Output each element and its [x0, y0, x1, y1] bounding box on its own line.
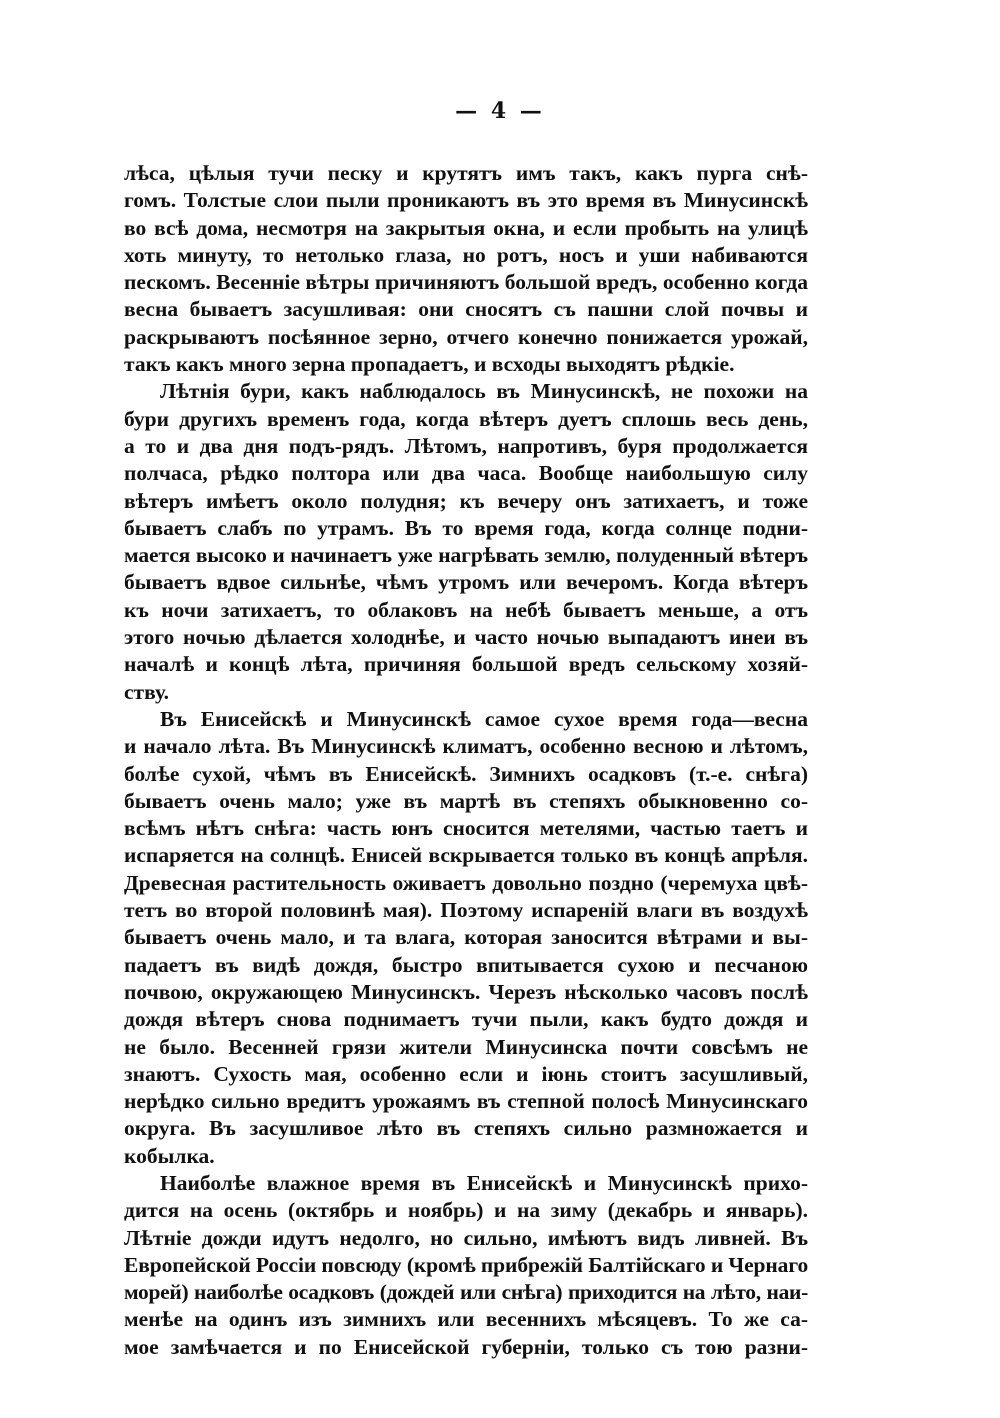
text-line: мается высоко и начинаетъ уже нагрѣвать землю, полуденный вѣтеръ — [124, 543, 808, 568]
text-line: всѣмъ нѣтъ снѣга: часть юнъ сносится метелями, частью таетъ и — [124, 816, 808, 841]
text-line: Древесная растительность оживаетъ довольно поздно (черемуха цвѣ- — [124, 870, 808, 895]
text-line: болѣе сухой, чѣмъ въ Енисейскѣ. Зимнихъ осадковъ (т.-е. снѣга) — [124, 761, 808, 786]
text-line: испаряется на солнцѣ. Енисей вскрывается только въ концѣ апрѣля. — [124, 843, 808, 868]
text-line: дождя вѣтеръ снова поднимаетъ тучи пыли, какъ будто дождя и — [124, 1007, 808, 1032]
text-line: къ ночи затихаетъ, то облаковъ на небѣ бываетъ меньше, а отъ — [124, 597, 808, 622]
text-line: Лѣтнiя бури, какъ наблюдалось въ Минусинскѣ, не похожи на — [160, 379, 808, 404]
text-line: этого ночью дѣлается холоднѣе, и часто ночью выпадаютъ инеи въ — [124, 625, 808, 650]
text-line: раскрываютъ посѣянное зерно, отчего конечно понижается урожай, — [124, 324, 808, 349]
text-line: вѣтеръ имѣетъ около полудня; къ вечеру онъ затихаетъ, и тоже — [124, 488, 808, 513]
text-line: почвою, окружающею Минусинскъ. Черезъ нѣсколько часовъ послѣ — [124, 979, 808, 1004]
text-line: Европейской Россiи повсюду (кромѣ прибрежiй Балтiйскаго и Чернаго — [124, 1252, 809, 1277]
text-line: во всѣ дома, несмотря на закрытыя окна, и если пробыть на улицѣ — [124, 215, 808, 240]
text-line: знаютъ. Сухость мая, особенно если и iюнь стоитъ засушливый, — [124, 1061, 808, 1086]
text-line: лѣса, цѣлыя тучи песку и крутятъ имъ такъ, какъ пурга снѣ- — [124, 161, 808, 185]
text-line: гомъ. Толстые слои пыли проникаютъ въ это время въ Минусинскѣ — [124, 188, 808, 213]
text-line: падаетъ въ видѣ дождя, быстро впитывается сухою и песчаною — [124, 952, 808, 977]
text-line: ству. — [124, 679, 169, 704]
text-line: бываетъ очень мало; уже въ мартѣ въ степяхъ обыкновенно со- — [124, 788, 808, 813]
text-line: такъ какъ много зерна пропадаетъ, и всходы выходятъ рѣдкiе. — [124, 352, 735, 377]
text-line: Наиболѣе влажное время въ Енисейскѣ и Минусинскѣ прихо- — [160, 1170, 808, 1195]
text-line: хоть минуту, то нетолько глаза, но ротъ, носъ и уши набиваются — [124, 242, 808, 267]
text-line: бываетъ вдвое сильнѣе, чѣмъ утромъ или вечеромъ. Когда вѣтеръ — [124, 570, 808, 595]
text-line: округа. Въ засушливое лѣто въ степяхъ сильно размножается и — [124, 1116, 808, 1141]
text-line: морей) наиболѣе осадковъ (дождей или снѣга) приходится на лѣто, наи- — [124, 1280, 808, 1305]
text-line: а то и два дня подъ-рядъ. Лѣтомъ, напротивъ, буря продолжается — [124, 433, 808, 458]
text-line: пескомъ. Весеннiе вѣтры причиняютъ большой вредъ, особенно когда — [124, 270, 808, 295]
text-line: кобылка. — [124, 1143, 215, 1168]
text-line: полчаса, рѣдко полтора или два часа. Вообще наибольшую силу — [124, 461, 808, 486]
text-line: бываетъ очень мало, и та влага, которая заносится вѣтрами и вы- — [124, 925, 808, 950]
text-line: Лѣтнiе дожди идутъ недолго, но сильно, имѣютъ видъ ливней. Въ — [124, 1225, 808, 1250]
text-line: дится на осень (октябрь и ноябрь) и на зиму (декабрь и январь). — [124, 1198, 808, 1223]
text-line: бываетъ слабъ по утрамъ. Въ то время года, когда солнце подни- — [124, 515, 808, 540]
body-text — [124, 160, 808, 1361]
text-line: началѣ и концѣ лѣта, причиняя большой вредъ сельскому хозяй- — [124, 652, 808, 677]
text-line: весна бываетъ засушливая: они сносятъ съ пашни слой почвы и — [124, 297, 808, 322]
page-number: — 4 — — [455, 98, 545, 124]
text-line: бури другихъ временъ года, когда вѣтеръ дуетъ сплошь весь день, — [124, 406, 808, 431]
text-line: Въ Енисейскѣ и Минусинскѣ самое сухое время года—весна — [160, 706, 808, 731]
text-line: мое замѣчается и по Енисейской губернiи, только съ тою разни- — [124, 1334, 808, 1359]
text-line: менѣе на одинъ изъ зимнихъ или весеннихъ мѣсяцевъ. То же са- — [124, 1307, 808, 1332]
text-line: нерѣдко сильно вредитъ урожаямъ въ степной полосѣ Минусинскаго — [124, 1089, 808, 1114]
text-line: не было. Весенней грязи жители Минусинска почти совсѣмъ не — [124, 1034, 808, 1059]
text-line: тетъ во второй половинѣ мая). Поэтому испаренiй влаги въ воздухѣ — [124, 898, 808, 923]
text-line: и начало лѣта. Въ Минусинскѣ климатъ, особенно весною и лѣтомъ, — [124, 734, 808, 759]
